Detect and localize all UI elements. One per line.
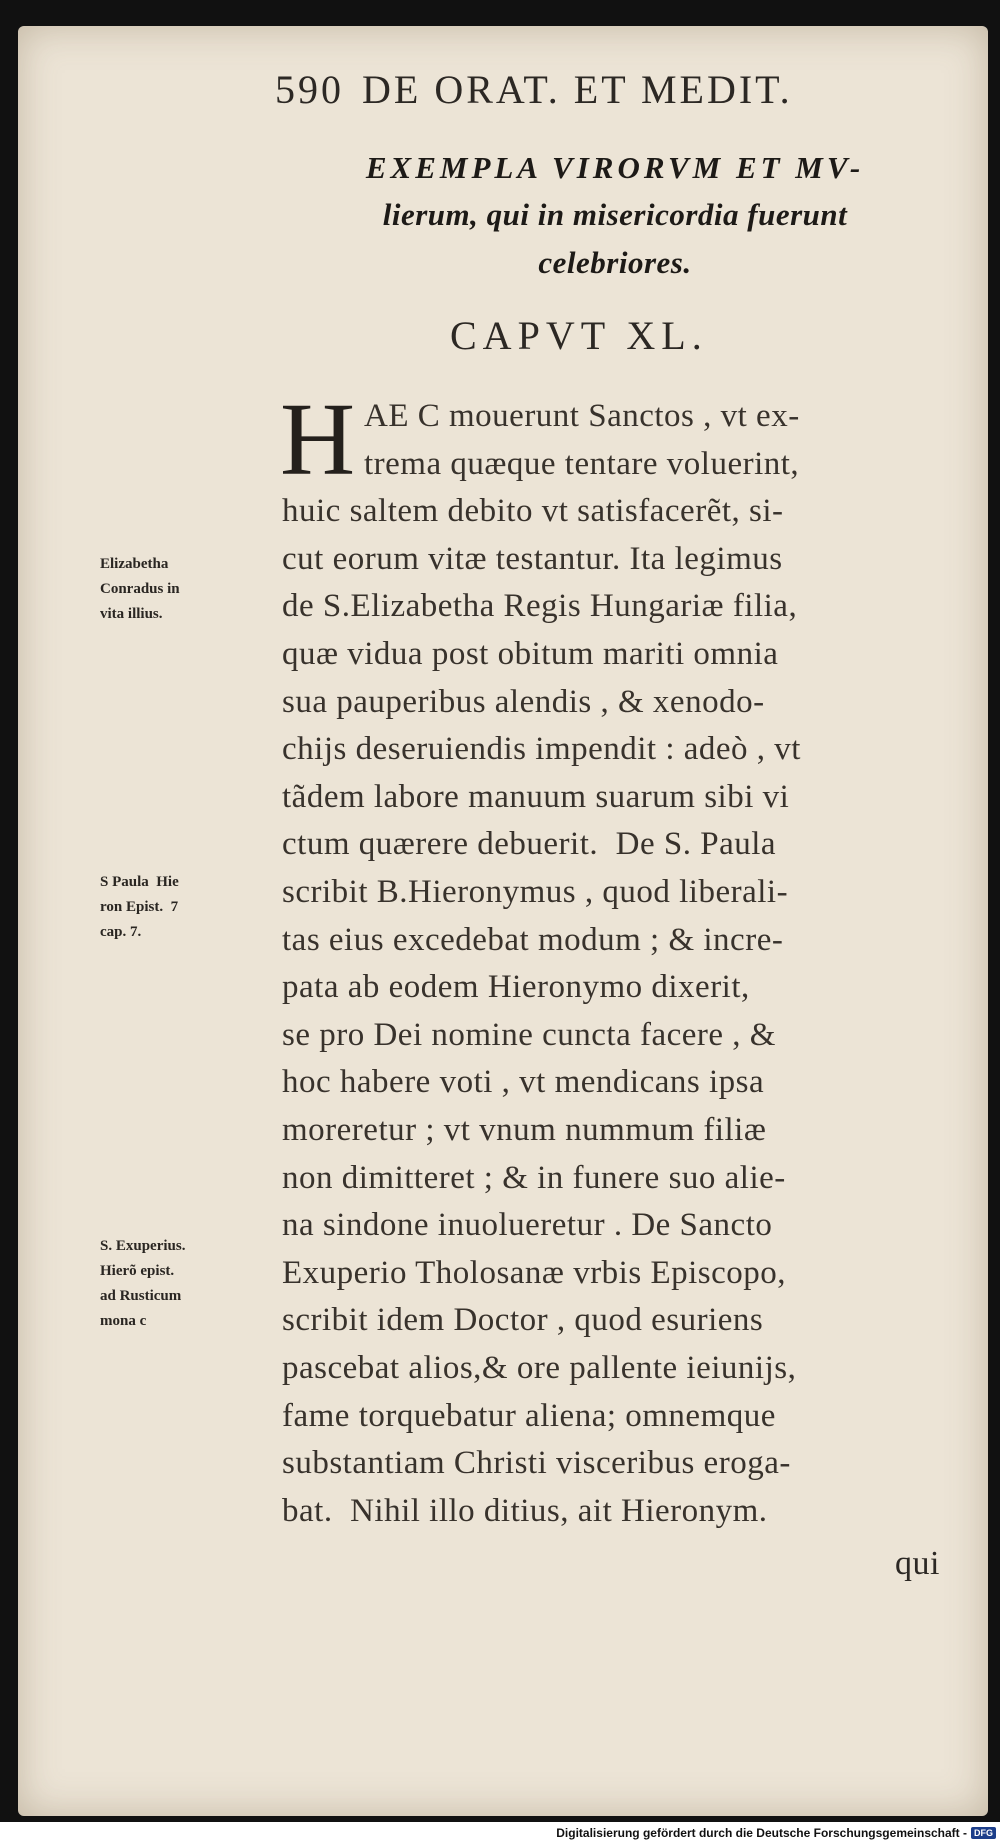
body-line: moreretur ; vt vnum nummum filiæ [282,1112,767,1148]
dfg-logo: DFG [971,1827,996,1839]
body-line: na sindone inuolueretur . De Sancto [282,1207,773,1244]
body-line: substantiam Christi visceribus eroga- [282,1445,791,1482]
body-line: tãdem labore manuum suarum sibi vi [282,778,790,815]
body-line: pascebat alios,& ore pallente ieiunijs, [282,1350,797,1386]
catchword: qui [895,1545,940,1582]
heading-line-3: celebriores. [538,245,692,280]
body-line: fame torquebatur aliena; omnemque [282,1397,776,1434]
chapter-title: CAPVT XL. [450,313,708,358]
margin-note-line: Conradus in [100,581,180,597]
body-line: de S.Elizabetha Regis Hungariæ filia, [282,588,798,625]
margin-note-exuperius [100,1234,185,1334]
body-line: huic saltem debito vt satisfacerẽt, si- [282,493,784,530]
body-line: Exuperio Tholosanæ vrbis Episcopo, [282,1254,787,1291]
margin-note-elizabetha [100,552,180,627]
running-title: DE ORAT. ET MEDIT. [362,67,793,112]
body-line: chijs deseruiendis impendit : adeò , vt [282,731,801,768]
body-line: quæ vidua post obitum mariti omnia [282,636,779,672]
margin-note-paula [100,870,179,945]
drop-cap: H [280,382,356,497]
body-line: AE C mouerunt Sanctos , vt ex- [364,398,800,434]
body-line: non dimitteret ; & in funere suo alie- [282,1159,786,1196]
margin-note-line: S. Exuperius. [100,1238,186,1254]
margin-note-line: Hierõ epist. [100,1263,175,1279]
running-head [275,66,793,113]
body-line: ctum quærere debuerit. De S. Paula [282,826,777,863]
heading-line-2: lierum, qui in misericordia fuerunt [382,197,848,232]
margin-note-line: vita illius. [100,606,163,622]
margin-note-line: ron Epist. 7 [100,899,179,915]
digitization-credit [556,1826,996,1840]
page-number: 590 [275,67,344,112]
body-line: scribit B.Hieronymus , quod liberali- [282,874,789,910]
body-line: pata ab eodem Hieronymo dixerit, [282,969,750,1006]
body-line: tas eius excedebat modum ; & incre- [282,921,784,958]
body-line: bat. Nihil illo ditius, ait Hieronym. [282,1492,768,1529]
heading-line-1: EXEMPLA VIRORVM ET MV- [365,150,865,185]
body-line: trema quæque tentare voluerint, [364,445,800,482]
body-line: sua pauperibus alendis , & xenodo- [282,683,765,720]
body-line: hoc habere voti , vt mendicans ipsa [282,1064,765,1101]
body-line: cut eorum vitæ testantur. Ita legimus [282,540,783,577]
credit-text: Digitalisierung gefördert durch die Deutsche Forschungsgemeinschaft - [556,1826,967,1840]
margin-note-line: S Paula Hie [100,874,179,890]
margin-note-line: cap. 7. [100,924,142,940]
margin-note-line: mona c [100,1313,147,1329]
body-line: scribit idem Doctor , quod esuriens [282,1302,764,1339]
margin-note-line: Elizabetha [100,556,169,572]
margin-note-line: ad Rusticum [100,1288,182,1304]
body-line: se pro Dei nomine cuncta facere , & [282,1016,776,1053]
